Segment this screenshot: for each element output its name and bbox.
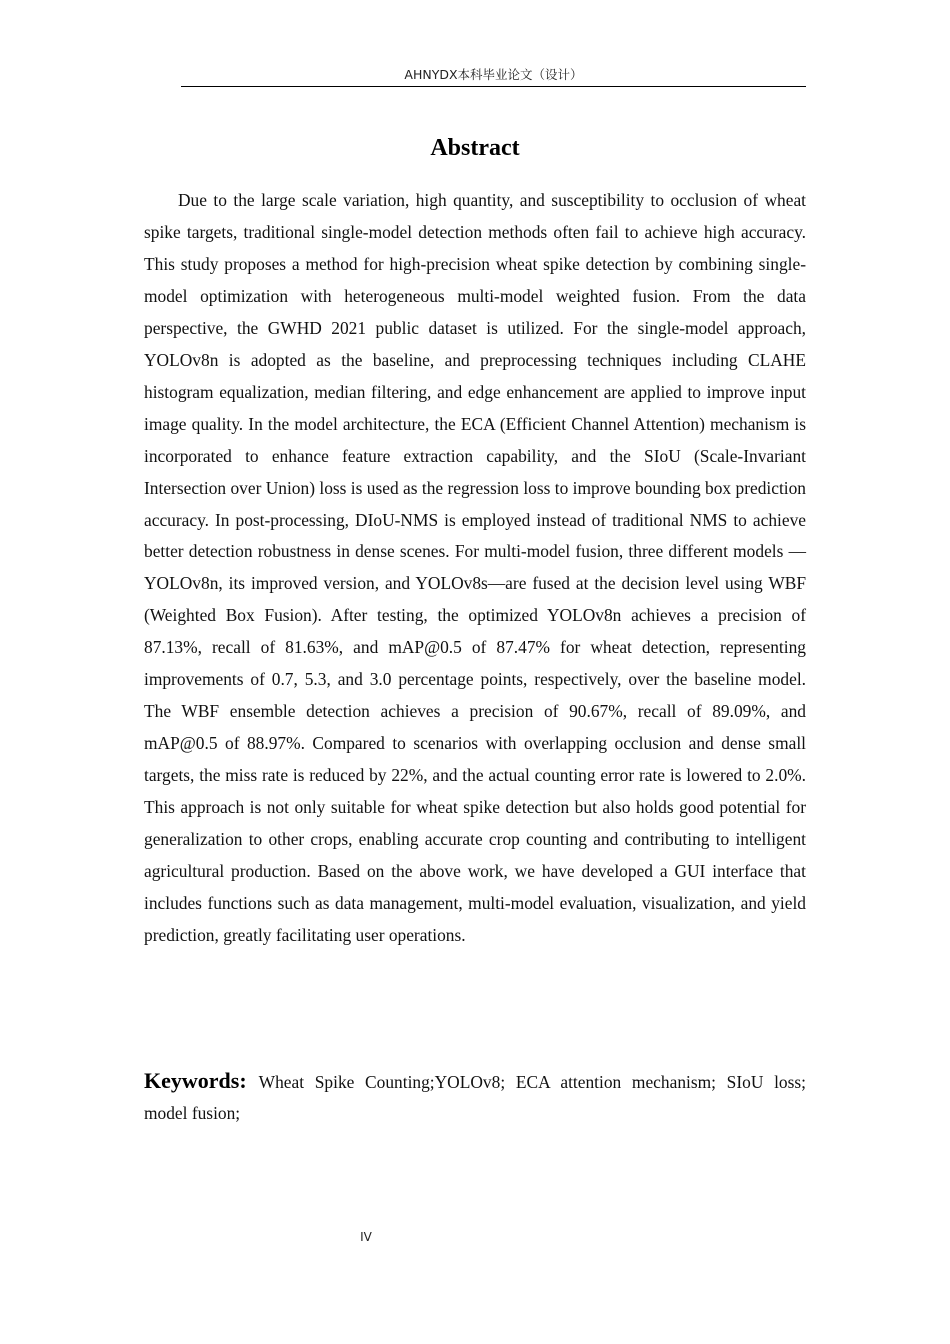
- running-header: AHNYDX本科毕业论文（设计）: [404, 67, 583, 82]
- keywords-block: [144, 1065, 806, 1129]
- keywords-label: Keywords:: [144, 1068, 247, 1093]
- header-divider: [181, 86, 806, 87]
- abstract-paragraph: Due to the large scale variation, high quantity, and susceptibility to occlusion of wheat spike targets, traditional single-model detection methods often fail to achieve high accuracy. This study proposes a method for high-precision wheat spike detection by combining single-model optimization with heterogeneous multi-model weighted fusion. From the data perspective, the GWHD 2021 public dataset is utilized. For the single-model approach, YOLOv8n is adopted as the baseline, and preprocessing techniques including CLAHE histogram equalization, median filtering, and edge enhancement are applied to improve input image quality. In the model architecture, the ECA (Efficient Channel Attention) mechanism is incorporated to enhance feature extraction capability, and the SIoU (Scale-Invariant Intersection over Union) loss is used as the regression loss to improve bounding box prediction accuracy. In post-processing, DIoU-NMS is employed instead of traditional NMS to achieve better detection robustness in dense scenes. For multi-model fusion, three different models —YOLOv8n, its improved version, and YOLOv8s—are fused at the decision level using WBF (Weighted Box Fusion). After testing, the optimized YOLOv8n achieves a precision of 87.13%, recall of 81.63%, and mAP@0.5 of 87.47% for wheat detection, representing improvements of 0.7, 5.3, and 3.0 percentage points, respectively, over the baseline model. The WBF ensemble detection achieves a precision of 90.67%, recall of 89.09%, and mAP@0.5 of 88.97%. Compared to scenarios with overlapping occlusion and dense small targets, the miss rate is reduced by 22%, and the actual counting error rate is lowered to 2.0%. This approach is not only suitable for wheat spike detection but also holds good potential for generalization to other crops, enabling accurate crop counting and contributing to intelligent agricultural production. Based on the above work, we have developed a GUI interface that includes functions such as data management, multi-model evaluation, visualization, and yield prediction, greatly facilitating user operations.: [144, 190, 806, 945]
- page-number: IV: [360, 1230, 372, 1244]
- keywords-text: Wheat Spike Counting;YOLOv8; ECA attention mechanism; SIoU loss; model fusion;: [144, 1072, 806, 1123]
- page-title: Abstract: [430, 135, 520, 162]
